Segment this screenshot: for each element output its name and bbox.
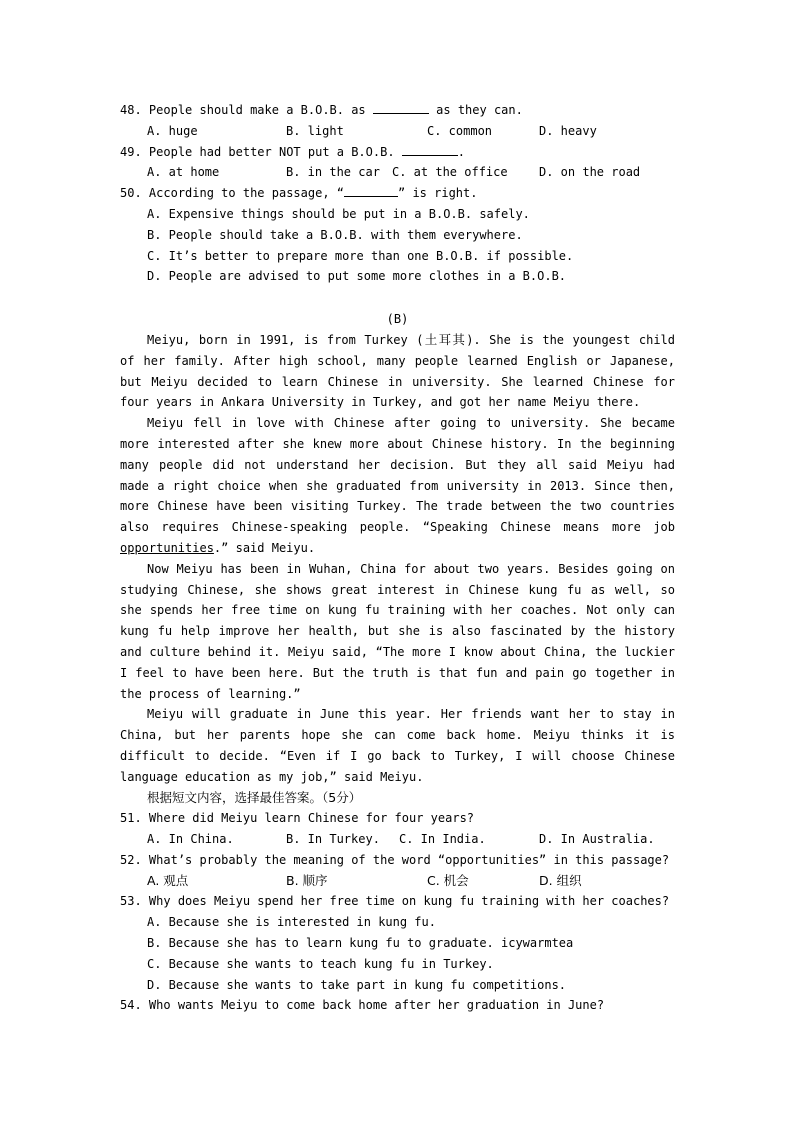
option-a: A. huge	[147, 123, 198, 138]
option-a: A. at home	[147, 165, 220, 180]
passage-paragraph-3: Now Meiyu has been in Wuhan, China for about two years. Besides going on studying Chinese, she shows great interest in Chinese kung fu as well, so she spends her free time on kung fu training with her coaches. Not only can kung fu help improve her health, but she is also fascinated by the history and culture behind it. Meiyu said, “The more I know about China, the luckier I feel to have been here. But the truth is that fun and pain go together in the process of learning.”	[120, 561, 675, 701]
question-48-options	[120, 121, 675, 142]
question-stem: Who wants Meiyu to come back home after her graduation in June?	[148, 998, 605, 1013]
option-a: A. In China.	[147, 832, 234, 847]
question-number: 52.	[120, 852, 142, 867]
paragraph-text: ). She is the youngest child of her family. After high school, many people learned English or Japanese, but Meiyu decided to learn Chinese in university. She learned Chinese for four years in Ankara University in Turkey, and got her name Meiyu there.	[120, 332, 675, 410]
question-stem-before: According to the passage, “	[148, 186, 344, 201]
passage-paragraph-1	[120, 330, 675, 413]
option-b: B. In Turkey.	[286, 832, 380, 847]
answer-blank	[344, 183, 398, 197]
instruction-line: 根据短文内容，选择最佳答案。（5分）	[147, 789, 362, 805]
question-51-options	[120, 829, 675, 850]
option-d: D. heavy	[539, 123, 597, 138]
option-c: C. common	[427, 123, 493, 138]
question-49-options	[120, 162, 675, 183]
option-c: C. Because she wants to teach kung fu in Turkey.	[147, 956, 494, 971]
question-stem: Why does Meiyu spend her free time on kung fu training with her coaches?	[148, 894, 670, 909]
question-number: 54.	[120, 998, 142, 1013]
option-b: B. light	[286, 123, 344, 138]
question-stem-after: as they can.	[436, 103, 523, 117]
question-48-stem	[120, 100, 675, 121]
question-52-stem	[120, 850, 675, 871]
option-d: D. 组织	[539, 872, 582, 888]
option-b: B. People should take a B.O.B. with them everywhere.	[147, 227, 523, 242]
option-a: A. Because she is interested in kung fu.	[147, 915, 436, 930]
paragraph-text: Meiyu fell in love with Chinese after going to university. She became more interested after she knew more about Chinese history. In the beginning many people did not understand her decision. But they all said Meiyu had made a right choice when she graduated from university in 2013. Since then, more Chinese have been visiting Turkey. The trade between the two countries also requires Chinese-speaking people. “Speaking Chinese means more job	[120, 416, 675, 535]
option-d: D. Because she wants to take part in kung fu competitions.	[147, 977, 567, 992]
option-b: B. in the car	[286, 165, 380, 180]
passage-paragraph-4: Meiyu will graduate in June this year. Her friends want her to stay in China, but her parents hope she can come back home. Meiyu thinks it is difficult to decide. “Even if I go back to Turkey, I will choose Chinese language education as my job,” said Meiyu.	[120, 707, 675, 784]
passage-paragraph-2	[120, 413, 675, 559]
answer-blank	[373, 100, 429, 114]
paragraph-text: Meiyu, born in 1991, is from Turkey (	[147, 332, 424, 347]
answer-blank	[402, 142, 458, 156]
question-number: 50.	[120, 186, 142, 201]
option-a: A. 观点	[147, 872, 189, 888]
question-number: 53.	[120, 894, 142, 909]
option-b: B. 顺序	[286, 872, 328, 888]
option-c: C. 机会	[427, 872, 469, 888]
section-gap	[120, 287, 675, 309]
question-number: 49.	[120, 144, 142, 159]
question-54-stem	[120, 995, 675, 1016]
question-stem-after: ” is right.	[398, 186, 478, 201]
question-number: 51.	[120, 811, 142, 826]
option-d: D. on the road	[539, 165, 641, 180]
exam-page	[120, 100, 675, 1016]
question-stem-before: People had better NOT put a B.O.B.	[148, 144, 395, 159]
reading-passage	[120, 330, 675, 808]
question-49-stem	[120, 142, 675, 163]
question-stem-after: .	[457, 144, 466, 159]
option-a: A. Expensive things should be put in a B.O.B. safely.	[147, 206, 530, 221]
question-53-stem	[120, 891, 675, 912]
question-number: 48.	[120, 103, 142, 117]
option-c: C. It’s better to prepare more than one B.O.B. if possible.	[147, 248, 574, 263]
question-51-stem	[120, 808, 675, 829]
option-d: D. In Australia.	[539, 832, 655, 847]
question-52-options	[120, 871, 675, 892]
question-50-stem	[120, 183, 675, 204]
option-c: C. In India.	[399, 832, 486, 847]
section-heading: (B)	[386, 312, 409, 327]
question-stem: Where did Meiyu learn Chinese for four years?	[148, 811, 475, 826]
question-stem: What’s probably the meaning of the word “opportunities” in this passage?	[148, 852, 670, 867]
option-d: D. People are advised to put some more clothes in a B.O.B.	[147, 269, 567, 284]
underlined-word: opportunities	[120, 540, 214, 555]
option-c: C. at the office	[392, 165, 508, 180]
option-b: B. Because she has to learn kung fu to graduate. icywarmtea	[147, 936, 574, 951]
question-stem-before: People should make a B.O.B. as	[148, 103, 366, 117]
paragraph-text: .” said Meiyu.	[213, 540, 316, 555]
cjk-term: 土耳其	[423, 331, 467, 347]
